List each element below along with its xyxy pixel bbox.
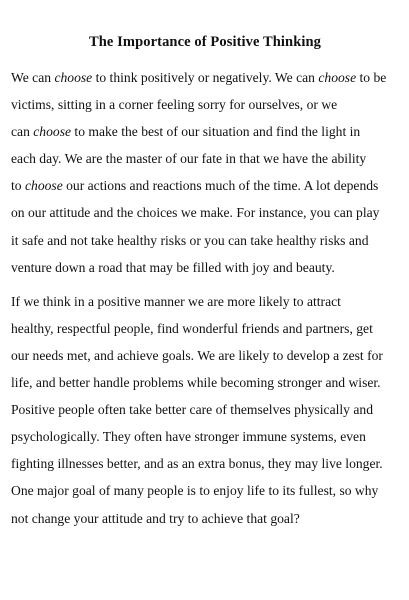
emphasized-word: choose xyxy=(33,124,72,140)
text-run: fighting illnesses better, and as an extra bonus, they may live longer. xyxy=(11,456,383,472)
text-run: to xyxy=(11,178,25,194)
text-run: can xyxy=(11,124,34,140)
text-line xyxy=(11,199,399,226)
text-line xyxy=(11,450,399,477)
text-line xyxy=(11,396,399,423)
text-line xyxy=(11,172,399,199)
text-line xyxy=(11,145,399,172)
text-run: it safe and not take healthy risks or you can take healthy risks and xyxy=(11,232,369,248)
text-line xyxy=(11,288,399,315)
text-line xyxy=(11,64,399,91)
text-line xyxy=(11,477,399,504)
text-run: life, and better handle problems while becoming stronger and wiser. xyxy=(11,375,381,391)
text-line xyxy=(11,505,399,532)
text-run: to think positively or negatively. We can xyxy=(92,70,319,85)
text-line xyxy=(11,118,399,145)
emphasized-word: choose xyxy=(24,178,63,194)
paragraph-1 xyxy=(11,64,399,281)
text-run: not change your attitude and try to achieve that goal? xyxy=(11,510,300,526)
text-run: psychologically. They often have stronger immune systems, even xyxy=(11,429,366,445)
text-run: venture down a road that may be filled with joy and beauty. xyxy=(11,259,335,275)
text-run: to make the best of our situation and find the light in xyxy=(71,124,361,140)
text-run: healthy, respectful people, find wonderful friends and partners, get xyxy=(11,320,373,336)
text-line xyxy=(11,254,399,281)
text-line xyxy=(11,315,399,342)
text-line xyxy=(11,423,399,450)
text-run: One major goal of many people is to enjoy life to its fullest, so why xyxy=(11,483,379,499)
text-line xyxy=(11,342,399,369)
paragraph-2 xyxy=(11,288,399,532)
text-run: If we think in a positive manner we are more likely to attract xyxy=(11,293,341,309)
text-run: to be xyxy=(356,70,387,85)
emphasized-word: choose xyxy=(54,70,93,85)
text-line xyxy=(11,91,399,118)
text-run: We can xyxy=(11,70,55,85)
text-run: Positive people often take better care of themselves physically and xyxy=(11,402,373,418)
text-run: victims, sitting in a corner feeling sorry for ourselves, or we xyxy=(11,97,338,113)
text-run: each day. We are the master of our fate in that we have the ability xyxy=(11,151,367,167)
text-run: on our attitude and the choices we make. For instance, you can play xyxy=(11,205,380,221)
emphasized-word: choose xyxy=(318,70,357,85)
document-title: The Importance of Positive Thinking xyxy=(88,34,322,50)
text-run: our actions and reactions much of the time. A lot depends xyxy=(62,178,379,194)
text-line xyxy=(11,369,399,396)
text-line xyxy=(11,227,399,254)
document-body xyxy=(11,64,399,532)
text-run: our needs met, and achieve goals. We are likely to develop a zest for xyxy=(11,347,383,363)
